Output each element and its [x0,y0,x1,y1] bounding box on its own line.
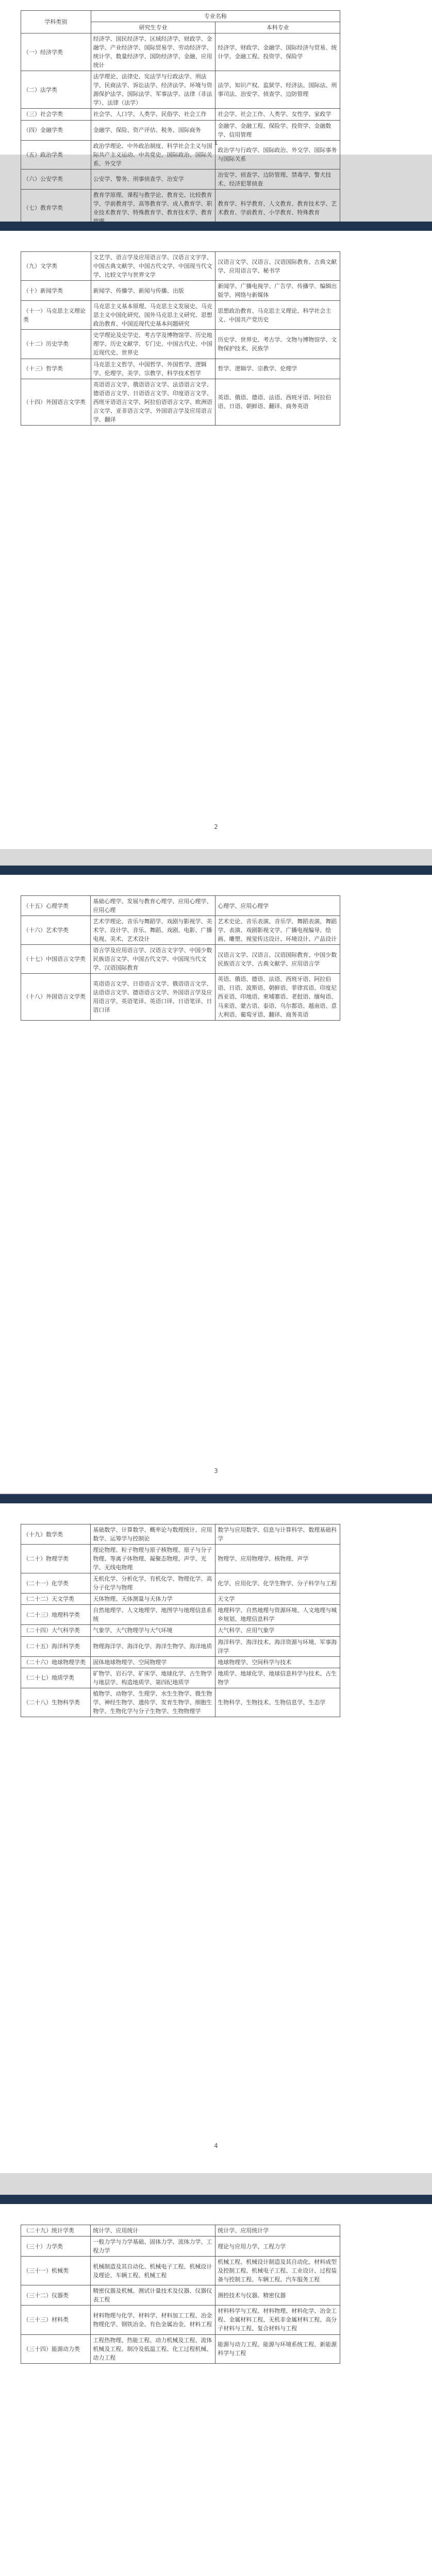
related-majors-cell: 生物科学、生物技术、生物信息学、生态学 [215,1688,340,1717]
page-number: 1 [214,139,218,146]
category-cell: （六）公安学类 [21,169,91,189]
related-majors-cell: 法学、知识产权、监狱学、经济法、国际法、刑事司法、治安学、侦查学、边防管理 [215,71,340,109]
header-category: 学科类别 [21,11,91,33]
main-majors-cell: 马克思主义基本原理、马克思主义发展史、马克思主义中国化研究、国外马克思主义研究、思想政治教育、中国近现代史基本问题研究 [91,301,215,330]
table-row [21,1573,340,1594]
main-majors-cell: 天体物理、天体测量与天体力学 [91,1594,215,1605]
page-5 [0,2204,432,2576]
related-majors-cell: 汉语言文学、汉语言、汉语国际教育、古典文献学、应用语言学、秘书学 [215,252,340,281]
category-cell: （二十七）地质学类 [21,1668,91,1688]
main-majors-cell: 理论物理、粒子物理与原子核物理、原子与分子物理、等离子体物理、凝聚态物理、声学、光学、无线电物理 [91,1545,215,1573]
table-row [21,109,340,120]
category-cell: （三十二）仪器类 [21,2285,91,2306]
category-cell: （二十八）生物科学类 [21,1688,91,1717]
main-majors-cell: 公安学、警务、刑事侦查学、治安学 [91,169,215,189]
table-row [21,2236,340,2257]
main-majors-cell: 工程热物理、热能工程、动力机械及工程、流体机械及工程、制冷及低温工程、化工过程机械、动力工程 [91,2334,215,2363]
main-majors-cell: 经济学、国民经济学、区域经济学、财政学、金融学、产业经济学、国际贸易学、劳动经济学、统计学、数量经济学、国防经济学、金融、应用统计 [91,33,215,71]
table-row [21,359,340,379]
category-cell: （二十九）统计学类 [21,2225,91,2236]
main-majors-cell: 机械制造及其自动化、机械电子工程、机械设计及理论、车辆工程、机械工程 [91,2257,215,2285]
category-cell: （三十一）机械类 [21,2257,91,2285]
main-majors-cell: 矿物学、岩石学、矿床学、地球化学、古生物学与地层学、构造地质学、第四纪地质学 [91,1668,215,1688]
table-row [21,169,340,189]
table-row [21,1688,340,1717]
category-cell: （十六）艺术学类 [21,916,91,945]
category-cell: （三十）力学类 [21,2236,91,2257]
main-majors-cell: 政治学理论、中外政治制度、科学社会主义与国际共产主义运动、中共党史、国际政治、国际关系、外交学 [91,140,215,169]
related-majors-cell: 金融学、金融工程、保险学、投资学、金融数学、信用管理 [215,120,340,140]
table-row [21,33,340,71]
main-majors-cell: 马克思主义哲学、中国哲学、外国哲学、逻辑学、伦理学、美学、宗教学、科学技术哲学 [91,359,215,379]
main-majors-cell: 统计学、应用统计 [91,2225,215,2236]
related-majors-cell: 社会学、社会工作、人类学、女性学、家政学 [215,109,340,120]
page-3 [0,875,432,1493]
header-related: 本科专业 [215,22,340,33]
related-majors-cell: 政治学与行政学、国际政治、外交学、国际事务与国际关系 [215,140,340,169]
related-majors-cell: 经济学、财政学、金融学、国际经济与贸易、统计学、金融工程、投资学、保险学 [215,33,340,71]
category-cell: （十三）哲学类 [21,359,91,379]
table-row [21,974,340,1020]
table-row [21,281,340,301]
table-row [21,2285,340,2306]
table-row [21,301,340,330]
table-row [21,896,340,916]
table-row [21,2225,340,2236]
related-majors-cell: 物理学、应用物理学、核物理、声学 [215,1545,340,1573]
main-majors-cell: 新闻学、传播学、新闻与传播、出版 [91,281,215,301]
category-cell: （九）文学类 [21,252,91,281]
table-row [21,379,340,425]
related-majors-cell: 新闻学、广播电视学、广告学、传播学、编辑出版学、网络与新媒体 [215,281,340,301]
main-majors-cell: 精密仪器及机械、测试计量技术及仪器、仪器仪表工程 [91,2285,215,2306]
related-majors-cell: 理论与应用力学、工程力学 [215,2236,340,2257]
category-cell: （二十一）化学类 [21,1573,91,1594]
page-divider [0,866,432,875]
related-majors-cell: 天文学 [215,1594,340,1605]
main-majors-cell: 气象学、大气物理学与大气环境 [91,1625,215,1636]
category-cell: （七）教育学类 [21,189,91,227]
category-cell: （二十三）地理科学类 [21,1605,91,1625]
related-majors-cell: 地质学、地球化学、地球信息科学与技术、古生物学 [215,1668,340,1688]
related-majors-cell: 数学与应用数学、信息与计算科学、数理基础科学 [215,1524,340,1545]
majors-table-page-2 [21,251,340,426]
category-cell: （十九）数学类 [21,1524,91,1545]
related-majors-cell: 艺术史论、音乐表演、音乐学、舞蹈表演、舞蹈学、表演、戏剧影视文学、广播电视编导、绘画、雕塑、视觉传达设计、环境设计、产品设计 [215,916,340,945]
table-row [21,1636,340,1656]
table-row [21,71,340,109]
category-cell: （二十）物理学类 [21,1545,91,1573]
category-cell: （十四）外国语言文学类 [21,379,91,425]
category-cell: （三十三）材料类 [21,2306,91,2334]
main-majors-cell: 一般力学与力学基础、固体力学、流体力学、工程力学 [91,2236,215,2257]
related-majors-cell: 汉语言文学、汉语言、汉语国际教育、中国少数民族语言文学、古典文献学、应用语言学 [215,945,340,974]
table-row [21,1545,340,1573]
majors-table-page-1 [21,10,340,247]
table-row [21,916,340,945]
main-majors-cell: 金融学、保险、资产评估、税务、国际商务 [91,120,215,140]
category-cell: （三十四）能源动力类 [21,2334,91,2363]
page-number: 3 [214,1467,218,1475]
table-row [21,945,340,974]
majors-table-page-3 [21,895,340,1021]
table-row [21,1524,340,1545]
main-majors-cell: 法学理论、法律史、宪法学与行政法学、刑法学、民商法学、诉讼法学、经济法学、环境与资源保护法学、国际法学、军事法学、法律（非法学）、法律（法学） [91,71,215,109]
related-majors-cell: 英语、俄语、德语、法语、西班牙语、阿拉伯语、日语、波斯语、朝鲜语、菲律宾语、印度尼西亚语、印地语、柬埔寨语、老挝语、缅甸语、马来语、蒙古语、泰语、乌尔都语、越南语、意大利语、葡萄牙语、翻译、商务英语 [215,974,340,1020]
related-majors-cell: 心理学、应用心理学 [215,896,340,916]
table-row [21,1594,340,1605]
related-majors-cell: 哲学、逻辑学、宗教学、伦理学 [215,359,340,379]
category-cell: （十）新闻学类 [21,281,91,301]
category-cell: （二十五）海洋科学类 [21,1636,91,1656]
main-majors-cell: 固体地球物理学、空间物理学 [91,1656,215,1668]
related-majors-cell: 能源与动力工程、能源与环境系统工程、新能源科学与工程 [215,2334,340,2363]
category-cell: （十一）马克思主义理论类 [21,301,91,330]
category-cell: （二十四）大气科学类 [21,1625,91,1636]
related-majors-cell: 大气科学、应用气象学 [215,1625,340,1636]
header-major-group: 专业名称 [91,11,340,22]
table-row [21,1656,340,1668]
page-number: 4 [214,2142,218,2149]
related-majors-cell: 统计学、应用统计学 [215,2225,340,2236]
header-main: 研究生专业 [91,22,215,33]
page-1 [0,0,432,216]
table-row [21,1605,340,1625]
related-majors-cell: 地理科学、自然地理与资源环境、人文地理与城乡规划、地理信息科学 [215,1605,340,1625]
category-cell: （三）社会学类 [21,109,91,120]
main-majors-cell: 文艺学、语言学及应用语言学、汉语言文字学、中国古典文献学、中国古代文学、中国现当代文学、比较文学与世界文学 [91,252,215,281]
table-row [21,1668,340,1688]
main-majors-cell: 教育学原理、课程与教学论、教育史、比较教育学、学前教育学、高等教育学、成人教育学、职业技术教育学、特殊教育学、教育技术学、教育 [91,189,215,227]
page-4 [0,1503,432,2173]
main-majors-cell: 材料物理与化学、材料学、材料加工工程、冶金物理化学、钢铁冶金、有色金属冶金、材料工程 [91,2306,215,2334]
related-majors-cell: 历史学、世界史、考古学、文物与博物馆学、文物保护技术、民族学 [215,330,340,359]
table-row [21,120,340,140]
category-cell: （二十六）地球物理学类 [21,1656,91,1668]
related-majors-cell: 测控技术与仪器、精密仪器 [215,2285,340,2306]
page-divider [0,2195,432,2204]
table-row [21,330,340,359]
related-majors-cell: 化学、应用化学、化学生物学、分子科学与工程 [215,1573,340,1594]
category-cell: （二）法学类 [21,71,91,109]
main-majors-cell: 英语语言文学、俄语语言文学、法语语言文学、德语语言文学、日语语言文学、印度语言文学、西班牙语语言文学、阿拉伯语语言文学、欧洲语言文学、亚非语言文学、外国语言学及应用语言学、翻译 [91,379,215,425]
category-cell: （十五）心理学类 [21,896,91,916]
category-cell: （二十二）天文学类 [21,1594,91,1605]
main-majors-cell: 基础数学、计算数学、概率论与数理统计、应用数学、运筹学与控制论 [91,1524,215,1545]
related-majors-cell: 地球物理学、空间科学与技术 [215,1656,340,1668]
main-majors-cell: 自然地理学、人文地理学、地图学与地理信息系统 [91,1605,215,1625]
related-majors-cell: 教育学、科学教育、人文教育、教育技术学、艺术教育、学前教育、小学教育、特殊教育 [215,189,340,227]
main-majors-cell: 艺术学理论、音乐与舞蹈学、戏剧与影视学、美术学、设计学、音乐、舞蹈、戏剧、电影、广播电视、美术、艺术设计 [91,916,215,945]
table-row [21,2257,340,2285]
table-row [21,252,340,281]
main-majors-cell: 基础心理学、发展与教育心理学、应用心理学、应用心理 [91,896,215,916]
page-divider [0,1494,432,1503]
majors-table-page-5 [21,2225,340,2364]
main-majors-cell: 史学理论及史学史、考古学及博物馆学、历史地理学、历史文献学、专门史、中国古代史、中国近现代史、世界史 [91,330,215,359]
main-majors-cell: 植物学、动物学、生理学、水生生物学、微生物学、神经生物学、遗传学、发育生物学、细胞生物学、生物化学与分子生物学、生物物理学 [91,1688,215,1717]
related-majors-cell: 思想政治教育、马克思主义理论、科学社会主义、中国共产党历史 [215,301,340,330]
category-cell: （五）政治学类 [21,140,91,169]
related-majors-cell: 海洋科学、海洋技术、海洋资源与环境、军事海洋学 [215,1636,340,1656]
related-majors-cell: 材料科学与工程、材料物理、材料化学、冶金工程、金属材料工程、无机非金属材料工程、高分子材料与工程、复合材料与工程 [215,2306,340,2334]
related-majors-cell: 英语、俄语、德语、法语、西班牙语、阿拉伯语、日语、朝鲜语、翻译、商务英语 [215,379,340,425]
table-row [21,1625,340,1636]
main-majors-cell: 无机化学、分析化学、有机化学、物理化学、高分子化学与物理 [91,1573,215,1594]
category-cell: （一）经济学类 [21,33,91,71]
main-majors-cell: 语言学及应用语言学、汉语言文字学、中国少数民族语言文学、中国古代文学、中国现当代文学、汉语国际教育 [91,945,215,974]
table-row [21,2334,340,2363]
category-cell: （十八）外国语言文学类 [21,974,91,1020]
page-number: 2 [214,823,218,831]
main-majors-cell: 英语语言文学、日语语言文学、俄语语言文学、法语语言文学、德语语言文学、外国语言学及应用语言学、英语笔译、英语口译、日语笔译、日语口译 [91,974,215,1020]
page-2 [0,231,432,849]
page-divider [0,222,432,231]
related-majors-cell: 治安学、侦查学、边防管理、禁毒学、警犬技术、经济犯罪侦查 [215,169,340,189]
category-cell: （十二）历史学类 [21,330,91,359]
majors-table-page-4 [21,1524,340,1717]
main-majors-cell: 社会学、人口学、人类学、民俗学、社会工作 [91,109,215,120]
category-cell: （十七）中国语言文学类 [21,945,91,974]
table-row [21,2306,340,2334]
main-majors-cell: 物理海洋学、海洋化学、海洋生物学、海洋地质 [91,1636,215,1656]
related-majors-cell: 机械工程、机械设计制造及其自动化、材料成型及控制工程、机械电子工程、工业设计、过程装备与控制工程、车辆工程、汽车服务工程 [215,2257,340,2285]
category-cell: （四）金融学类 [21,120,91,140]
